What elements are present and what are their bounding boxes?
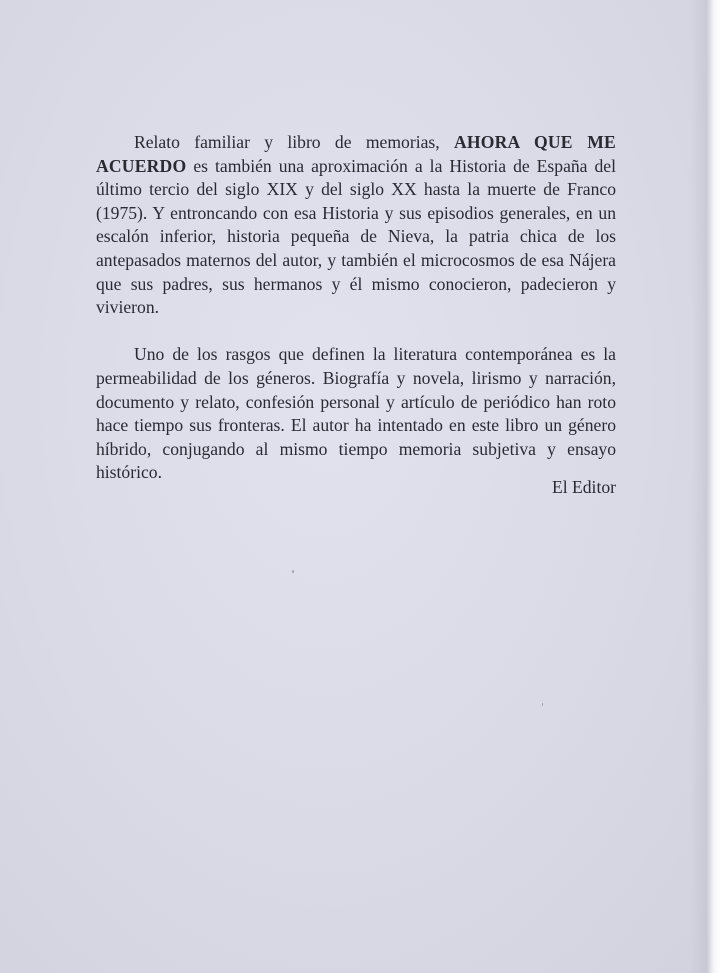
editor-signature: El Editor — [551, 477, 616, 497]
paper-speck — [542, 703, 543, 706]
paragraph-2: Uno de los rasgos que definen la literatura contemporánea es la permeabilidad de los géneros. Biografía y novela, lirismo y narración, documento y relato, confesión personal y artículo de periódico han roto hace tiempo sus fronteras. El autor ha intentado en este libro un género híbrido, conjugando al mismo tiempo memoria subjetiva y ensayo histórico. — [96, 344, 616, 483]
paragraph-1 — [96, 131, 616, 320]
page-edge — [690, 0, 720, 973]
paragraph-1-rest: es también una aproximación a la Historia de España del último tercio del siglo XIX y del siglo XX hasta la muerte de Franco (1975). Y entroncando con esa Historia y sus episodios generales, en un escalón inferior, historia pequeña de Nieva, la patria chica de los antepasados maternos del autor, y también el microcosmos de esa Nájera que sus padres, sus hermanos y él mismo conocieron, padecieron y vivieron. — [96, 155, 616, 318]
paragraph-1-lead: Relato familiar y libro de memorias, — [134, 132, 454, 152]
book-title: AHORA QUE ME ACUERDO — [96, 132, 616, 176]
blurb-text — [96, 131, 616, 509]
paper-speck — [292, 570, 294, 573]
